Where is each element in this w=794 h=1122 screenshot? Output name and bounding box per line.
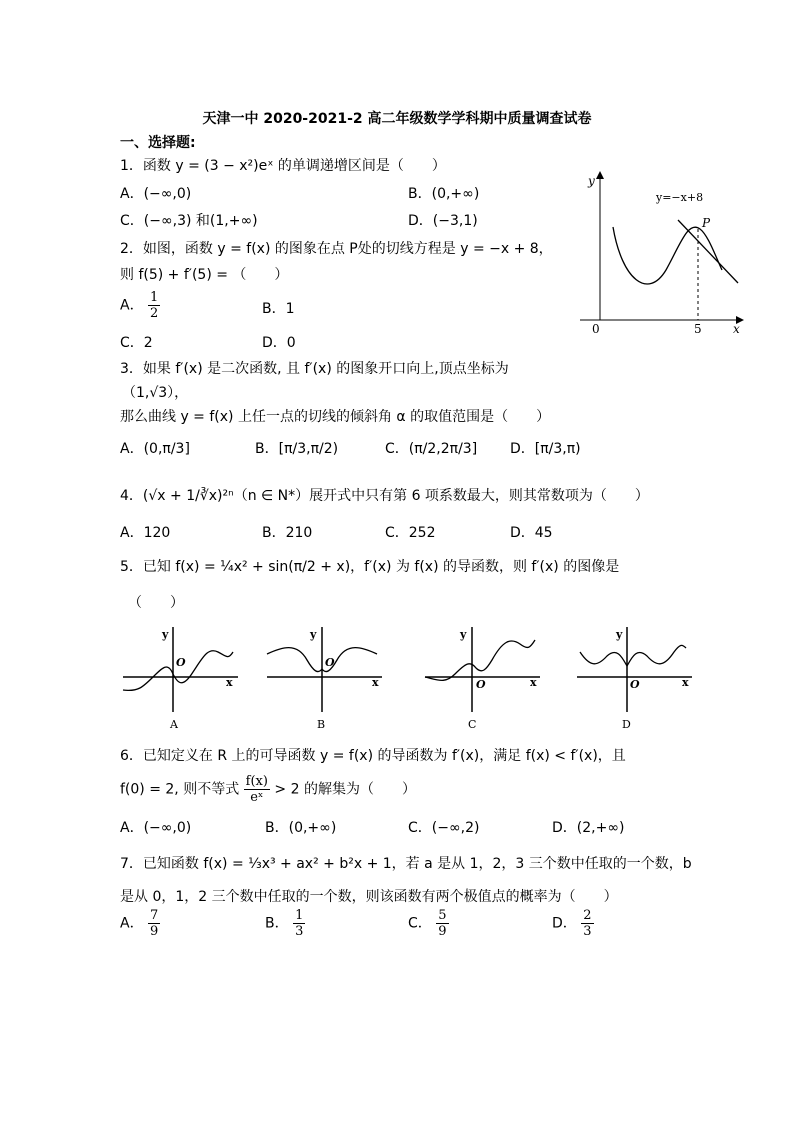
q4-option-c[interactable]: C．252 xyxy=(385,525,436,541)
q2-stem-line2: 则 f(5) + f′(5) = （ ） xyxy=(120,267,289,283)
q5-graph-a-label: A xyxy=(170,718,178,731)
q3-stem-line3: 那么曲线 y = f(x) 上任一点的切线的倾斜角 α 的取值范围是（ ） xyxy=(120,409,551,425)
svg-text:x: x xyxy=(530,676,537,689)
q5-graph-c-label: C xyxy=(468,718,477,731)
q2-tangent-label: y=−x+8 xyxy=(656,191,704,204)
q2-option-d[interactable]: D．0 xyxy=(262,335,296,351)
q4-option-d[interactable]: D．45 xyxy=(510,525,553,541)
svg-text:O: O xyxy=(325,656,335,669)
q3-option-d[interactable]: D．[π/3,π) xyxy=(510,441,581,457)
q2-option-b[interactable]: B．1 xyxy=(262,301,295,317)
q2-y-label: y xyxy=(588,174,595,188)
q6-option-a[interactable]: A．(−∞,0) xyxy=(120,820,192,836)
q6-option-c[interactable]: C．(−∞,2) xyxy=(408,820,480,836)
q1-option-c[interactable]: C．(−∞,3) 和(1,+∞) xyxy=(120,213,258,229)
svg-text:x: x xyxy=(682,676,689,689)
svg-text:y: y xyxy=(162,628,169,641)
q6-option-b[interactable]: B．(0,+∞) xyxy=(265,820,337,836)
q1-option-d[interactable]: D．(−3,1) xyxy=(408,213,478,229)
q3-option-a[interactable]: A．(0,π/3] xyxy=(120,441,190,457)
q5-stem: 5．已知 f(x) = ¼x² + sin(π/2 + x)，f′(x) 为 f(x) 的导函数，则 f′(x) 的图像是 xyxy=(120,559,620,575)
svg-text:O: O xyxy=(630,678,640,691)
q2-tick-5: 5 xyxy=(694,322,702,336)
q2-origin-label: 0 xyxy=(592,322,600,336)
q2-point-p: P xyxy=(702,216,711,230)
q7-option-c[interactable]: C． $\frac{5}{9}$ xyxy=(408,908,447,939)
svg-text:O: O xyxy=(476,678,486,691)
page-title: 天津一中 2020-2021-2 高二年级数学学科期中质量调查试卷 xyxy=(202,111,592,127)
q6-stem-line2: f(0) = 2, 则不等式 $\frac{f(x)}{\text{eˣ}}$ > 2 的解集为（ ） xyxy=(120,774,416,805)
section-heading: 一、选择题: xyxy=(120,135,196,151)
q6-option-d[interactable]: D．(2,+∞) xyxy=(552,820,625,836)
svg-text:O: O xyxy=(176,656,186,669)
q3-option-c[interactable]: C．(π/2,2π/3] xyxy=(385,441,478,457)
q2-option-a-fraction: $\frac{1}{2}$ xyxy=(150,290,159,321)
svg-text:y: y xyxy=(616,628,623,641)
q2-option-c[interactable]: C．2 xyxy=(120,335,153,351)
q3-option-b[interactable]: B．[π/3,π/2) xyxy=(255,441,339,457)
q5-paren: （ ） xyxy=(128,595,184,611)
q5-graph-c[interactable] xyxy=(420,622,550,732)
q6-fraction: $\frac{f(x)}{\text{eˣ}}$ xyxy=(245,774,268,805)
svg-text:x: x xyxy=(372,676,379,689)
q3-stem-line1: 3．如果 f′(x) 是二次函数, 且 f′(x) 的图象开口向上,顶点坐标为 xyxy=(120,361,509,377)
q6-stem-line1: 6．已知定义在 R 上的可导函数 y = f(x) 的导函数为 f′(x)，满足 f(x) < f′(x)，且 xyxy=(120,748,626,764)
q5-graph-a[interactable] xyxy=(118,622,248,732)
q5-graph-b-label: B xyxy=(317,718,326,731)
q5-graph-b[interactable] xyxy=(262,622,392,732)
svg-text:y: y xyxy=(310,628,317,641)
q2-option-a-label: A． xyxy=(120,297,144,314)
q2-curve xyxy=(613,227,722,284)
q4-option-a[interactable]: A．120 xyxy=(120,525,171,541)
svg-text:y: y xyxy=(460,628,467,641)
q2-x-label: x xyxy=(733,322,740,336)
q1-option-b[interactable]: B．(0,+∞) xyxy=(408,186,480,202)
q7-stem-line1: 7．已知函数 f(x) = ⅓x³ + ax² + b²x + 1，若 a 是从 1，2，3 三个数中任取的一个数，b xyxy=(120,856,692,872)
q7-option-a[interactable]: A． $\frac{7}{9}$ xyxy=(120,908,159,939)
q2-figure xyxy=(570,165,750,340)
q2-option-a[interactable] xyxy=(120,290,160,321)
q4-stem: 4．(√x + 1/∛x)²ⁿ（n ∈ N*）展开式中只有第 6 项系数最大，则其常数项为（ ） xyxy=(120,488,649,504)
q7-option-b[interactable]: B． $\frac{1}{3}$ xyxy=(265,908,304,939)
q1-option-a[interactable]: A．(−∞,0) xyxy=(120,186,192,202)
q5-graph-d[interactable] xyxy=(572,622,702,732)
q7-option-d[interactable]: D． $\frac{2}{3}$ xyxy=(552,908,592,939)
q2-stem-line1: 2．如图，函数 y = f(x) 的图象在点 P处的切线方程是 y = −x + 8， xyxy=(120,241,553,257)
q3-stem-line2: （1,√3）， xyxy=(122,385,189,401)
q7-stem-line2: 是从 0，1，2 三个数中任取的一个数，则该函数有两个极值点的概率为（ ） xyxy=(120,889,618,905)
q5-graph-d-label: D xyxy=(622,718,631,731)
svg-text:x: x xyxy=(226,676,233,689)
q1-stem: 1．函数 y = (3 − x²)eˣ 的单调递增区间是（ ） xyxy=(120,158,446,174)
q4-option-b[interactable]: B．210 xyxy=(262,525,313,541)
